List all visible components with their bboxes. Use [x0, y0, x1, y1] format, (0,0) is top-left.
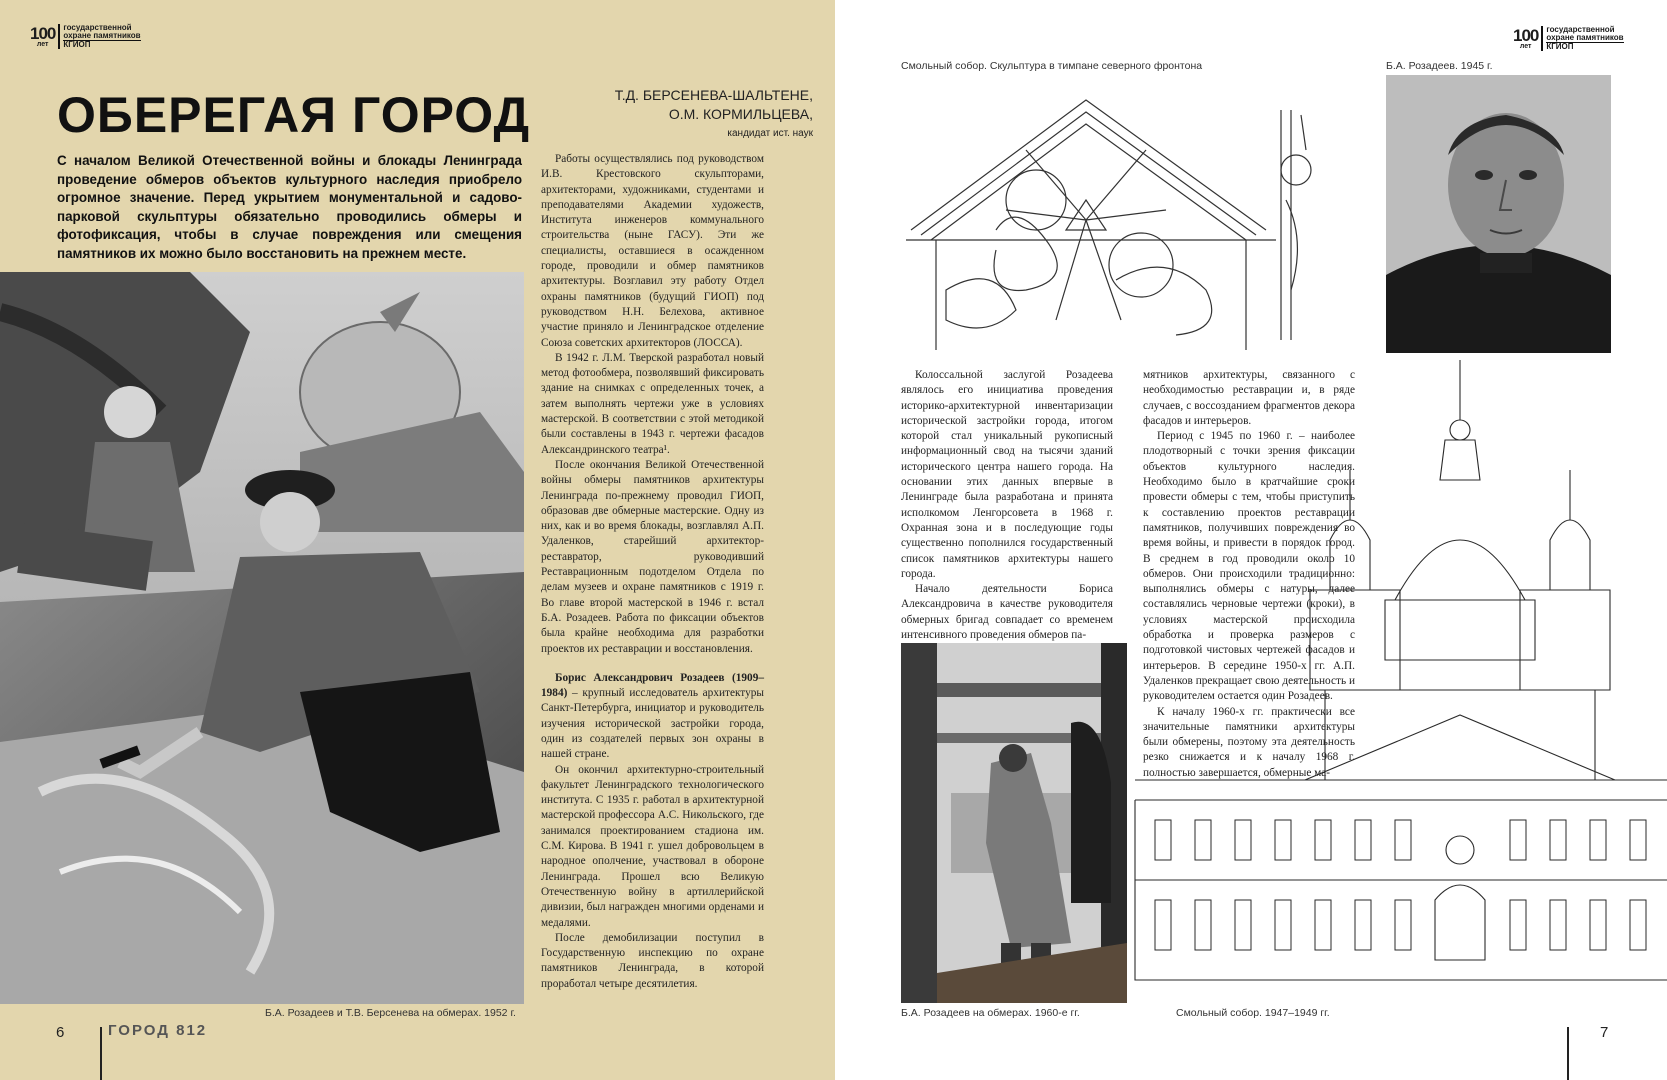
- logo-years: лет: [1519, 42, 1532, 50]
- bio-paragraph: [541, 671, 764, 763]
- left-footer-rule: [100, 1027, 102, 1080]
- author-degree: кандидат ист. наук: [727, 128, 813, 139]
- right-text-column-a: [901, 368, 1113, 643]
- page-number-right: 7: [1600, 1024, 1609, 1041]
- logo-number: 100: [30, 23, 56, 43]
- logo-line3: КГИОП: [1546, 42, 1623, 51]
- smolny-cathedral-facade-drawing: [1125, 360, 1667, 1005]
- logo-100-years-right: [1513, 26, 1624, 51]
- right-paragraph-4: Период с 1945 по 1960 г. – наиболее плодотворный с точки зрения фиксации объектов культурного наследия. Необходимо было в кратчайшие сроки провести обмеры с тем, чтобы приступить к составлению проектов реставрации памятников, получивших повреждения во время войны, и привести в порядок город. В среднем в год проводили около 10 обмеров. Они происходили традиционно: выполнялись обмеры с натуры, далее составлялись черновые чертежи (кроки), в условиях мастерской происходила обработка и проверка размеров с подготовкой чистовых чертежей фасадов и интерьеров. В середине 1950-х гг. А.П. Удаленков прекращает свою деятельность и руководителем остается один Розадеев.: [1143, 430, 1355, 703]
- right-page: [849, 0, 1667, 1080]
- bio-text: – крупный исследователь архитектуры Санкт-Петербурга, инициатор и руководитель изучения исторической застройки города, один из создателей первых зон охраны в нашей стране.: [541, 687, 764, 761]
- logo-100-years: [30, 24, 141, 49]
- main-photo-measurements-1952: [0, 272, 524, 1004]
- article-lead: С началом Великой Отечественной войны и блокады Ленинграда проведение обмеров объектов культурного наследия приобрело огромное значение. Перед укрытием монументальной и садово-парковой скульптуры обязательно проводились обмеры и фотофиксация, чтобы в случае повреждения или смещения памятников их можно было восстановить на прежнем месте.: [57, 153, 522, 261]
- author-1: Т.Д. БЕРСЕНЕВА-ШАЛЬТЕНЕ,: [614, 87, 813, 103]
- bio-name: Борис Александрович Розадеев (1909–1984): [541, 671, 764, 700]
- paragraph-3: После окончания Великой Отечественной войны обмеры памятников архитектуры Ленинграда по-прежнему проводил ГИОП, образовав две обмерные мастерские. Одну из них, как и во время блокады, возглавлял А.П. Удаленков, старейший архитектор-реставратор, руководивший Реставрационным подотделом Отдела по делам музеев и охране памятников с 1919 г. Во главе второй мастерской в 1946 г. встал Б.А. Розадеев. Работа по фиксации объектов была крайне необходима для разработки проектов их реставрации и восстановления.: [541, 458, 764, 655]
- brand-logo: ГОРОД 812: [108, 1022, 208, 1039]
- left-text-column: [541, 152, 764, 992]
- page-number-left: 6: [56, 1024, 65, 1041]
- right-footer-rule: [1567, 1027, 1569, 1080]
- logo-line3: КГИОП: [63, 40, 140, 49]
- right-paragraph-2: Начало деятельности Бориса Александровича в качестве руководителя обмерных бригад совпадает со временем интенсивного проведения обмеров па-: [901, 583, 1113, 642]
- drawing-caption: Смольный собор. Скульптура в тимпане северного фронтона: [901, 60, 1203, 72]
- right-paragraph-1: Колоссальной заслугой Розадеева являлось его инициатива проведения историко-архитектурной инвентаризации исторической застройки города, итогом которой стал уникальный рукописный информационный свод на тысячи зданий исторического центра нашего города. На основании этих данных впервые в Ленинграде была разработана и принята исполкомом Ленгорсовета в 1968 г. Охранная зона и в последующие годы существенно пополнился государственный список памятников архитектуры нашего города.: [901, 369, 1113, 580]
- author-2: О.М. КОРМИЛЬЦЕВА,: [668, 106, 813, 122]
- paragraph-1: Работы осуществлялись под руководством И.В. Крестовского скульпторами, архитекторами, художниками, студентами и преподавателями Академии художеств, Института инженеров коммунального строительства (ныне ГАСУ). Эти же специалисты, оставшиеся в осажденном городе, проводили и обмер памятников архитектуры. Возглавил эту работу Отдел охраны памятников (будущий ГИОП) под руководством Н.Н. Белехова, активное участие приняло и Ленинградское отделение Союза советских архитекторов (ЛОССА).: [541, 153, 764, 349]
- tympanum-sculpture-drawing: [906, 90, 1316, 350]
- right-paragraph-5: К началу 1960-х гг. практически все значительные памятники архитектуры были обмерены, поэтому эта деятельность резко снижается и к началу 1968 г. полностью завершается, обмерные ма-: [1143, 705, 1355, 779]
- paragraph-5: Он окончил архитектурно-строительный факультет Ленинградского технологического института. С 1935 г. работал в архитектурной мастерской профессора А.С. Никольского, где занимался проектированием стадиона им. С.М. Кирова. В 1941 г. ушел добровольцем в народное ополчение, участвовал в обороне Ленинграда. Прошел всю Великую Отечественную войну в артиллерийской дивизии, был награжден многими орденами и медалями.: [541, 763, 764, 929]
- logo-line1: государственной: [1546, 25, 1615, 34]
- logo-line2: охране памятников: [63, 31, 141, 40]
- photo-1960s-caption: Б.А. Розадеев на обмерах. 1960-е гг.: [901, 1007, 1080, 1019]
- main-photo-caption: Б.А. Розадеев и Т.В. Берсенева на обмерах. 1952 г.: [265, 1007, 516, 1019]
- spine-gap: [835, 0, 849, 1080]
- logo-line1: государственной: [63, 23, 132, 32]
- paragraph-2: В 1942 г. Л.М. Тверской разработал новый метод фотообмера, позволявший фиксировать здание на снимках с определенных точек, а затем выполнять чертежи уже в условиях мастерской. В соответствии с этой методикой были составлены в 1943 г. чертежи фасадов Александринского театра¹.: [541, 351, 764, 456]
- facade-caption: Смольный собор. 1947–1949 гг.: [1176, 1007, 1330, 1019]
- portrait-photo-rozadeev-1945: [1386, 75, 1611, 353]
- logo-number: 100: [1513, 25, 1539, 45]
- photo-rozadeev-1960s: [901, 643, 1127, 1003]
- logo-years: лет: [36, 40, 49, 48]
- paragraph-6: После демобилизации поступил в Государственную инспекцию по охране памятников Ленинграда, в которой проработал четыре десятилетия.: [541, 931, 764, 990]
- portrait-caption: Б.А. Розадеев. 1945 г.: [1386, 60, 1493, 72]
- article-authors: [615, 86, 813, 143]
- logo-line2: охране памятников: [1546, 33, 1624, 42]
- article-title: ОБЕРЕГАЯ ГОРОД: [57, 87, 531, 143]
- right-paragraph-3: мятников архитектуры, связанного с необходимостью реставрации и, в ряде случаев, с воссозданием фрагментов декора фасадов и интерьеров.: [1143, 369, 1355, 427]
